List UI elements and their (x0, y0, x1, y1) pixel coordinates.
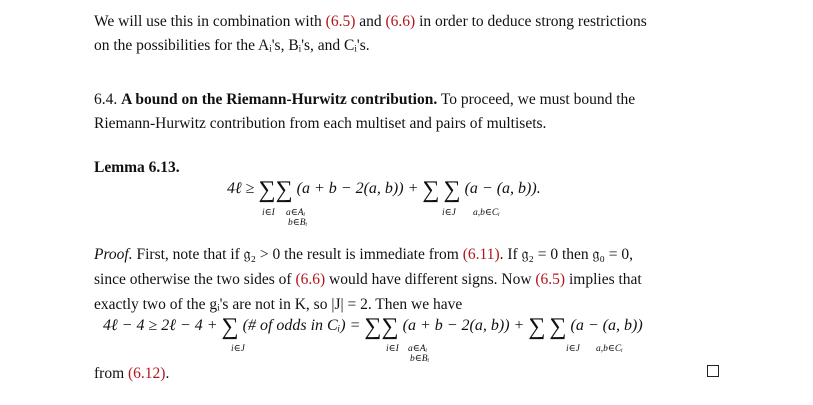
lemma-lhs: 4ℓ ≥ (227, 180, 255, 197)
intro-and: and (359, 13, 382, 30)
proof-label: Proof. (94, 246, 133, 263)
section-heading (94, 92, 635, 108)
proof-from: from (94, 365, 125, 382)
qed-box-icon (707, 365, 719, 377)
proof-final-line (94, 366, 169, 382)
proof-text-2b: would have different signs. Now (329, 271, 532, 288)
limit-a-in-A: a∈Aᵢ (408, 344, 428, 354)
ref-6-11[interactable]: (6.11) (462, 246, 500, 263)
lemma-term-1: (a + b − 2(a, b)) + (296, 180, 419, 197)
limit-i-in-I: i∈I (262, 208, 275, 218)
proof-period: . (165, 365, 170, 382)
limit-ab-in-C: a,b∈Cᵢ (473, 208, 500, 218)
ref-6-6[interactable]: (6.6) (295, 271, 326, 288)
limit-b-in-B: b∈Bᵢ (288, 218, 308, 228)
sum-symbol: ∑ (381, 314, 399, 340)
sum-symbol: ∑ (443, 177, 461, 203)
sum-symbol: ∑ (364, 314, 382, 340)
proof-eq-term-2: (a − (a, b)) (570, 317, 643, 334)
proof-line-3: exactly two of the gᵢ's are not in K, so |J| = 2. Then we have (94, 296, 463, 313)
sum-symbol: ∑ (528, 314, 546, 340)
proof-eq-lhs: 4ℓ − 4 ≥ 2ℓ − 4 + (103, 317, 218, 334)
intro-text-post: in order to deduce strong restrictions (419, 13, 647, 30)
limit-a-in-A: a∈Aᵢ (286, 208, 306, 218)
lemma-label: Lemma 6.13. (94, 159, 180, 176)
limit-i-in-J: i∈J (566, 344, 580, 354)
sum-symbol: ∑ (221, 314, 239, 340)
limit-i-in-J: i∈J (442, 208, 456, 218)
proof-line-1 (94, 247, 633, 263)
intro-line-1 (94, 14, 647, 30)
proof-line-2 (94, 272, 642, 288)
sum-symbol: ∑ (258, 177, 276, 203)
proof-text-1: First, note that if 𝔤₂ > 0 the result is immediate from (136, 246, 459, 263)
lemma-equation (227, 178, 541, 202)
limit-i-in-J: i∈J (231, 344, 245, 354)
proof-text-1b: . If 𝔤₂ = 0 then 𝔤₀ = 0, (499, 246, 633, 263)
sum-symbol: ∑ (275, 177, 293, 203)
limit-i-in-I: i∈I (386, 344, 399, 354)
proof-eq-term-1: (a + b − 2(a, b)) + (402, 317, 525, 334)
intro-text: We will use this in combination with (94, 13, 322, 30)
intro-line-2: on the possibilities for the Aᵢ's, Bᵢ's, and Cᵢ's. (94, 37, 370, 54)
limit-b-in-B: b∈Bᵢ (410, 354, 430, 364)
ref-6-12[interactable]: (6.12) (128, 365, 166, 382)
proof-text-2: since otherwise the two sides of (94, 271, 292, 288)
sum-symbol: ∑ (422, 177, 440, 203)
section-text: To proceed, we must bound the (440, 91, 636, 108)
ref-6-6[interactable]: (6.6) (385, 13, 416, 30)
ref-6-5[interactable]: (6.5) (325, 13, 356, 30)
section-number: 6.4. (94, 91, 118, 108)
lemma-term-2: (a − (a, b)). (464, 180, 541, 197)
proof-eq-odds: (# of odds in Cᵢ) = (242, 317, 361, 334)
section-line-2: Riemann-Hurwitz contribution from each multiset and pairs of multisets. (94, 115, 547, 132)
limit-ab-in-C: a,b∈Cᵢ (596, 344, 623, 354)
ref-6-5[interactable]: (6.5) (535, 271, 566, 288)
sum-symbol: ∑ (549, 314, 567, 340)
section-title: A bound on the Riemann-Hurwitz contribution. (121, 91, 438, 108)
proof-equation (103, 315, 643, 339)
proof-text-2c: implies that (568, 271, 642, 288)
